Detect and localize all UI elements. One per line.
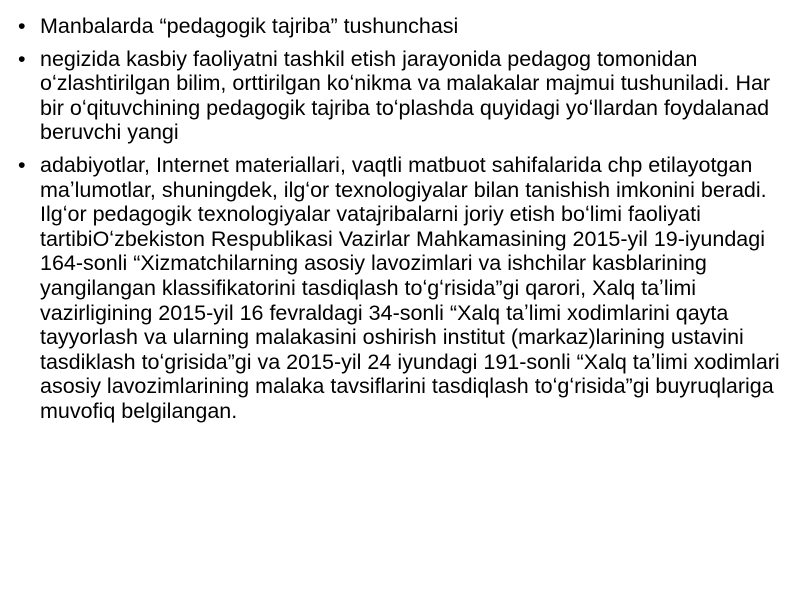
bullet-text-2: negizida kasbiy faoliyatni tashkil etish jarayonida pedagog tomonidan oʻzlashtirilgan bilim, orttirilgan koʻnikma va malakalar majmui tushuniladi. Har bir oʻqituvchining pedagogik tajriba toʻplashda quyidagi yoʻllardan foydalanad beruvchi yangi [40,46,771,145]
bullet-item-1 [18,14,788,39]
bullet-marker: • [18,46,26,71]
bullet-text-3: adabiyotlar, Internet materiallari, vaqtli matbuot sahifalarida chp etilayotgan maʼlumotlar, shuningdek, ilgʻor texnologiyalar bilan tanishish imkonini beradi. Ilgʻor pedagogik texnologiyalar vatajribalarni joriy etish boʻlimi faoliyati tartibiOʻzbekiston Respublikasi Vazirlar Mahkamasining 2015-yil 19-iyundagi 164-sonli “Xizmatchilarning asosiy lavozimlari va ishchilar kasblarining yangilangan klassifikatorini tasdiqlash toʻgʻrisida”gi qarori, Xalq taʼlimi vazirligining 2015-yil 16 fevraldagi 34-sonli “Xalq taʼlimi xodimlarini qayta tayyorlash va ularning malakasini oshirish institut (markaz)larining ustavini tasdiklash toʻgrisida”gi va 2015-yil 24 iyundagi 191-sonli “Xalq taʼlimi xodimlari asosiy lavozimlarining malaka tavsiflarini tasdiqlash toʻgʻrisida”gi buyruqlariga muvofiq belgilangan. [40,152,780,423]
bullet-item-3 [18,153,788,424]
bullet-list [18,14,788,432]
bullet-text-1: Manbalarda “pedagogik tajriba” tushunchasi [40,14,459,38]
bullet-item-2 [18,47,788,145]
bullet-marker: • [18,152,26,177]
bullet-marker: • [18,14,26,38]
